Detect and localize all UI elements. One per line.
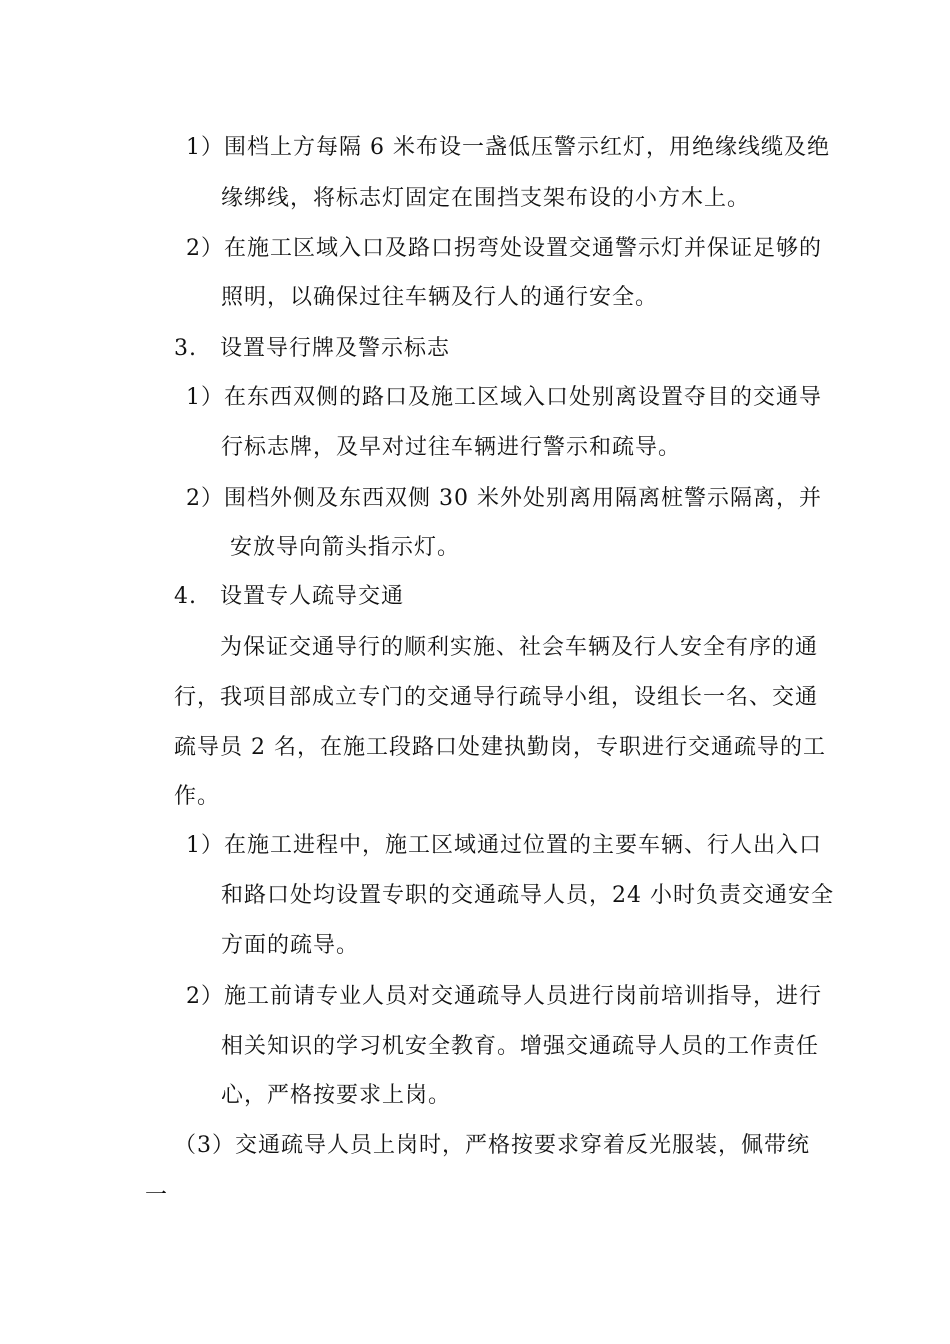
paragraph-line: 疏导员 2 名，在施工段路口处建执勤岗，专职进行交通疏导的工 xyxy=(174,735,826,760)
paragraph-line: 行，我项目部成立专门的交通导行疏导小组，设组长一名、交通 xyxy=(174,685,819,710)
text-line: 行标志牌，及早对过往车辆进行警示和疏导。 xyxy=(221,435,682,460)
text-line: 照明，以确保过往车辆及行人的通行安全。 xyxy=(221,285,659,310)
text-line: 2）施工前请专业人员对交通疏导人员进行岗前培训指导，进行 xyxy=(186,984,822,1009)
text-line: 方面的疏导。 xyxy=(221,933,360,958)
text-line: 1）在施工进程中，施工区域通过位置的主要车辆、行人出入口 xyxy=(186,833,822,858)
section-heading: 设置导行牌及警示标志 xyxy=(220,336,451,361)
text-line: 2）在施工区域入口及路口拐弯处设置交通警示灯并保证足够的 xyxy=(186,236,822,261)
text-line: 和路口处均设置专职的交通疏导人员，24 小时负责交通安全 xyxy=(221,883,834,908)
text-line: 相关知识的学习机安全教育。增强交通疏导人员的工作责任 xyxy=(221,1034,820,1059)
text-line: 1）在东西双侧的路口及施工区域入口处别离设置夺目的交通导 xyxy=(186,385,822,410)
text-line: 心，严格按要求上岗。 xyxy=(221,1083,452,1108)
text-line: （3）交通疏导人员上岗时，严格按要求穿着反光服装，佩带统 xyxy=(174,1133,810,1158)
text-line: 安放导向箭头指示灯。 xyxy=(230,535,461,560)
text-line: 一 xyxy=(145,1183,169,1208)
section-heading: 设置专人疏导交通 xyxy=(220,584,405,609)
section-number: 3. xyxy=(174,336,197,361)
text-line: 2）围档外侧及东西双侧 30 米外处别离用隔离桩警示隔离，并 xyxy=(186,486,822,511)
section-number: 4. xyxy=(174,584,197,609)
paragraph-line: 为保证交通导行的顺利实施、社会车辆及行人安全有序的通 xyxy=(220,635,819,660)
text-line: 缘绑线，将标志灯固定在围挡支架布设的小方木上。 xyxy=(221,186,751,211)
text-line: 1）围档上方每隔 6 米布设一盏低压警示红灯，用绝缘线缆及绝 xyxy=(186,135,830,160)
paragraph-line: 作。 xyxy=(174,784,221,809)
